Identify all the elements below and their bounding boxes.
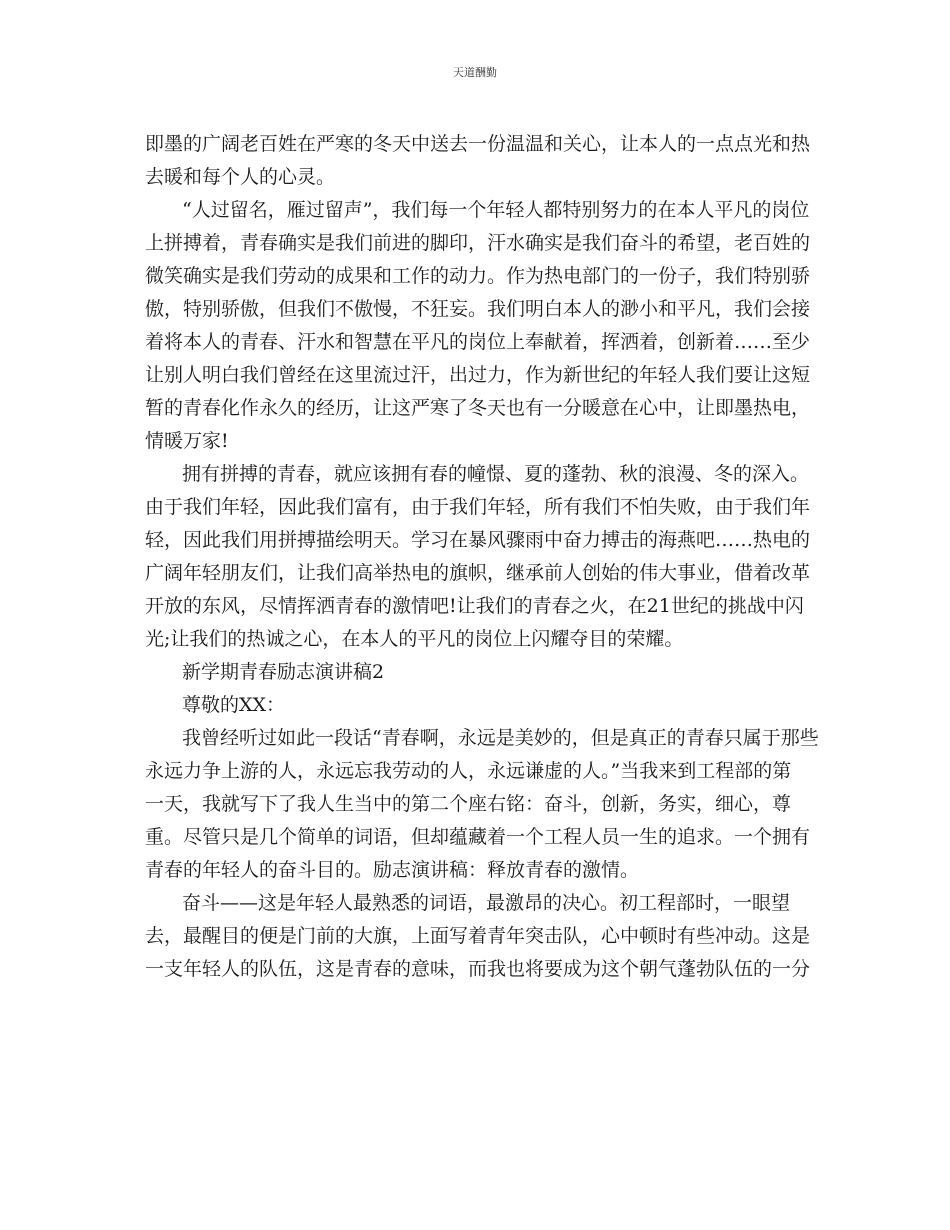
text-line: 着将本人的青春、汗水和智慧在平凡的岗位上奉献着，挥洒着，创新着……至少 (145, 331, 811, 353)
text-line: 一天，我就写下了我人生当中的第二个座右铭：奋斗，创新，务实，细心，尊 (145, 793, 792, 815)
text-line: 上拼搏着，青春确实是我们前进的脚印，汗水确实是我们奋斗的希望，老百姓的 (145, 232, 811, 254)
text-line: 光;让我们的热诚之心，在本人的平凡的岗位上闪耀夺目的荣耀。 (145, 628, 684, 650)
text-line: 广阔年轻朋友们，让我们高举热电的旗帜，继承前人创始的伟大事业，借着改革 (145, 562, 811, 584)
text-line: 让别人明白我们曾经在这里流过汗，出过力，作为新世纪的年轻人我们要让这短 (145, 364, 811, 386)
text-line: 一支年轻人的队伍，这是青春的意味，而我也将要成为这个朝气蓬勃队伍的一分 (145, 958, 811, 980)
page-header: 天道酬勤 (453, 66, 497, 79)
text-line: 去暖和每个人的心灵。 (145, 166, 336, 188)
text-line: 重。尽管只是几个简单的词语，但却蕴藏着一个工程人员一生的追求。一个拥有 (145, 826, 811, 848)
text-line: 即墨的广阔老百姓在严寒的冬天中送去一份温温和关心，让本人的一点点光和热 (145, 133, 811, 155)
text-line: 拥有拼搏的青春，就应该拥有春的幢憬、夏的蓬勃、秋的浪漫、冬的深入。 (182, 463, 810, 485)
text-line: 情暖万家! (145, 430, 229, 452)
text-line: 暂的青春化作永久的经历，让这严寒了冬天也有一分暖意在心中，让即墨热电， (145, 397, 811, 419)
text-line: 由于我们年轻，因此我们富有，由于我们年轻，所有我们不怕失败，由于我们年 (145, 496, 811, 518)
document-body (145, 128, 819, 986)
text-line: 青春的年轻人的奋斗目的。励志演讲稿：释放青春的激情。 (145, 859, 640, 881)
text-line: “人过留名，雁过留声”，我们每一个年轻人都特别努力的在本人平凡的岗位 (182, 199, 810, 221)
text-line: 傲，特别骄傲，但我们不傲慢，不狂妄。我们明白本人的渺小和平凡，我们会接 (145, 298, 811, 320)
text-line: 微笑确实是我们劳动的成果和工作的动力。作为热电部门的一份子，我们特别骄 (145, 265, 811, 287)
text-line: 开放的东风，尽情挥洒青春的激情吧!让我们的青春之火，在21世纪的挑战中闪 (145, 595, 804, 617)
text-line: 奋斗——这是年轻人最熟悉的词语，最激昂的决心。初工程部时，一眼望 (182, 892, 791, 914)
section-title: 新学期青春励志演讲稿2 (182, 661, 385, 683)
text-line: 去，最醒目的便是门前的大旗，上面写着青年突击队，心中顿时有些冲动。这是 (145, 925, 811, 947)
text-line: 我曾经听过如此一段话“青春啊，永远是美妙的，但是真正的青春只属于那些 (182, 727, 819, 749)
text-line: 永远力争上游的人，永远忘我劳动的人，永远谦虚的人。”当我来到工程部的第 (145, 760, 792, 782)
text-line: 轻，因此我们用拼搏描绘明天。学习在暴风骤雨中奋力搏击的海燕吧……热电的 (145, 529, 811, 551)
salutation: 尊敬的XX： (182, 694, 286, 716)
